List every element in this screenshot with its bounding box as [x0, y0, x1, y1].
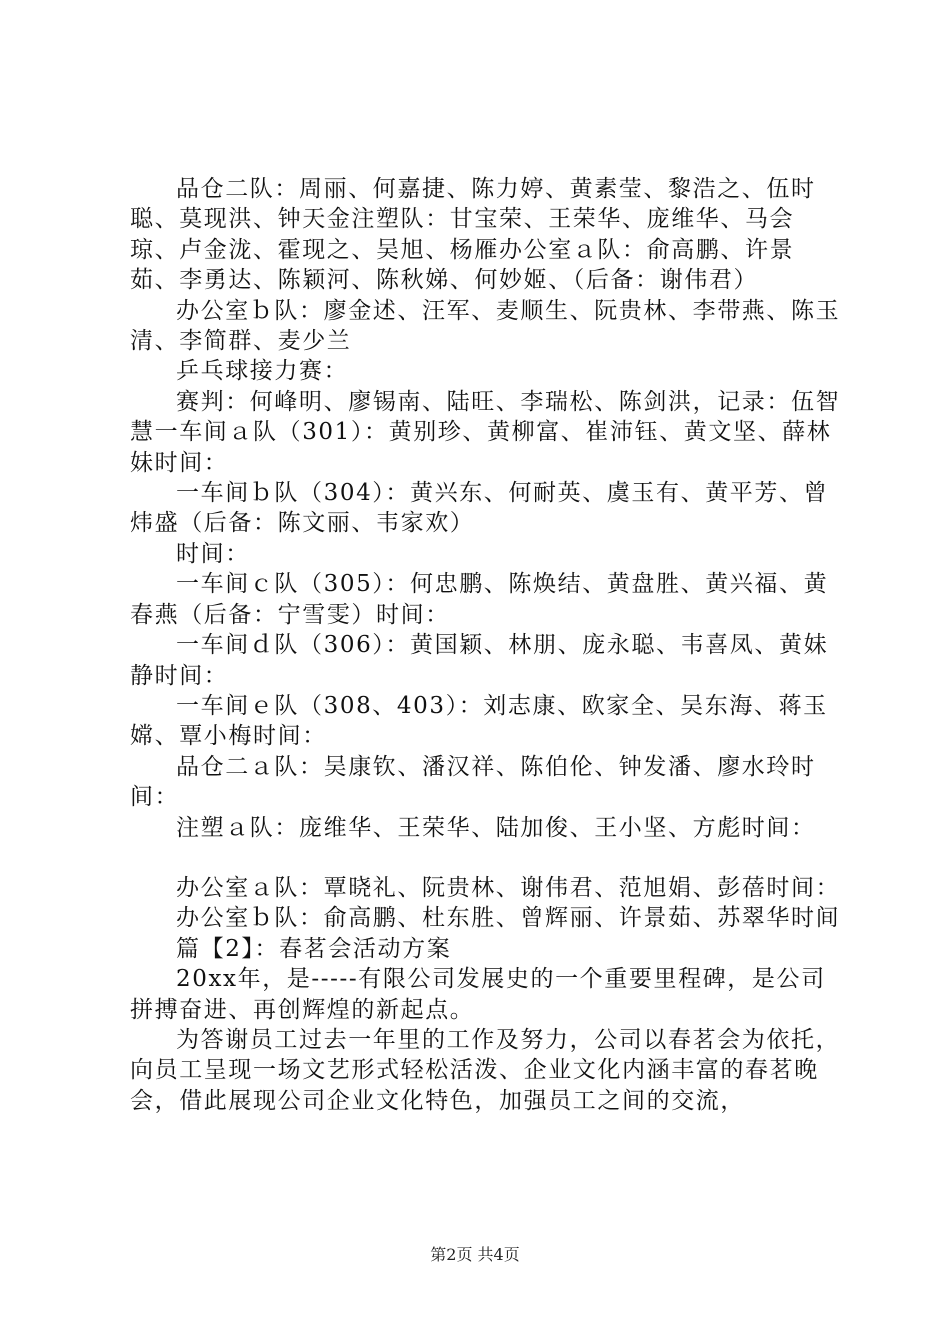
paragraph-office-a-relay: 办公室ａ队：覃晓礼、阮贵林、谢伟君、范旭娟、彭蓓时间：	[176, 874, 841, 901]
paragraph-purpose: 为答谢员工过去一年里的工作及努力，公司以春茗会为依托，向员工呈现一场文艺形式轻松活泼、企业文化内涵丰富的春茗晚会，借此展现公司企业文化特色，加强员工之间的交流，	[130, 1026, 841, 1114]
paragraph-workshop-c: 一车间ｃ队（305）：何忠鹏、陈焕结、黄盘胜、黄兴福、黄春燕（后备：宁雪雯）时间：	[130, 571, 829, 628]
paragraph-zhusu-a: 注塑ａ队：庞维华、王荣华、陆加俊、王小坚、方彪时间：	[176, 814, 816, 841]
paragraph-intro: 20xx年，是-----有限公司发展史的一个重要里程碑，是公司拼搏奋进、再创辉煌的新起点。	[130, 966, 826, 1023]
paragraph-pincang-team: 品仓二队：周丽、何嘉捷、陈力婷、黄素莹、黎浩之、伍时聪、莫现洪、钟天金注塑队：甘宝荣、王荣华、庞维华、马会琼、卢金泷、霍现之、吴旭、杨雁办公室ａ队：俞高鹏、许景茹、李勇达、陈颖河、陈秋娣、何妙姬、（后备：谢伟君）	[130, 176, 816, 294]
paragraph-time: 时间：	[176, 540, 250, 567]
paragraph-office-b-team: 办公室ｂ队：廖金述、汪军、麦顺生、阮贵林、李带燕、陈玉清、李简群、麦少兰	[130, 297, 841, 355]
blank-line	[130, 843, 842, 873]
section-heading: 篇【2】：春茗会活动方案	[176, 935, 452, 962]
document-body	[130, 174, 842, 1116]
paragraph-workshop-e: 一车间ｅ队（308、403）：刘志康、欧家全、吴东海、蒋玉嫦、覃小梅时间：	[130, 692, 828, 750]
paragraph-workshop-d: 一车间ｄ队（306）：黄国颖、林朋、庞永聪、韦喜凤、黄妹静时间：	[130, 632, 829, 689]
paragraph-pincang-a: 品仓二ａ队：吴康钦、潘汉祥、陈伯伦、钟发潘、廖水玲时间：	[130, 753, 816, 811]
paragraph-referees: 赛判：何峰明、廖锡南、陆旺、李瑞松、陈剑洪，记录：伍智慧一车间ａ队（301）：黄别珍、黄柳富、崔沛钰、黄文坚、薛林妹时间：	[130, 388, 841, 476]
paragraph-office-b-relay: 办公室ｂ队：俞高鹏、杜东胜、曾辉丽、许景茹、苏翠华时间	[176, 905, 841, 932]
page-footer: 第2页 共4页	[430, 1245, 520, 1264]
paragraph-relay-heading: 乒乓球接力赛：	[176, 358, 349, 385]
paragraph-workshop-b: 一车间ｂ队（304）：黄兴东、何耐英、虞玉有、黄平芳、曾炜盛（后备：陈文丽、韦家欢）	[130, 480, 829, 537]
